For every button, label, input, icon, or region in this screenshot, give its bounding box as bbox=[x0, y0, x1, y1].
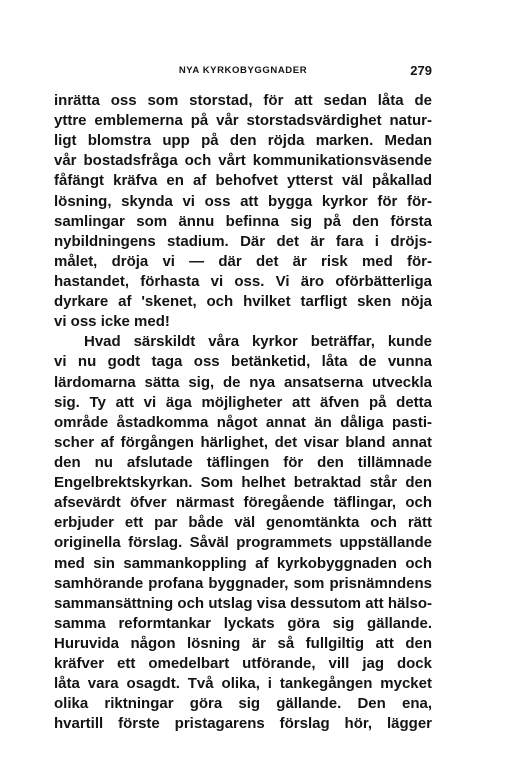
text-line: afsevärdt öfver närmast föregående täflingar, och bbox=[54, 494, 432, 512]
running-head bbox=[54, 63, 432, 79]
text-line: område åstadkomma något annat än dåliga pasti- bbox=[54, 413, 432, 431]
text-line: inrätta oss som storstad, för att sedan låta de bbox=[54, 92, 432, 109]
text-line: vi nu godt taga oss betänketid, låta de vunna bbox=[54, 353, 432, 371]
text-line: Huruvida någon lösning är så fullgiltig att den bbox=[54, 634, 432, 652]
text-line: hastandet, förhasta vi oss. Vi äro oförbätterliga bbox=[54, 272, 432, 290]
text-line: olika riktningar göra sig gällande. Den ena, bbox=[54, 695, 432, 713]
text-line: ligt blomstra upp på den röjda marken. Medan bbox=[54, 132, 432, 150]
text-line: kräfver ett omedelbart utförande, vill jag dock bbox=[54, 655, 432, 673]
text-line: fåfängt kräfva en af behofvet ytterst väl påkallad bbox=[54, 172, 432, 190]
body-text bbox=[54, 91, 432, 735]
text-line: erbjuder ett par både väl genomtänkta och rätt bbox=[54, 514, 432, 532]
text-line: hvartill förste pristagarens förslag hör, lägger bbox=[54, 715, 432, 733]
text-line: låta vara osagdt. Två olika, i tankegången mycket bbox=[54, 675, 432, 693]
text-line: scher af förgången härlighet, det visar bland annat bbox=[54, 433, 432, 451]
text-line: med sin sammankoppling af kyrkobyggnaden och bbox=[54, 554, 432, 572]
text-line: dyrkare af 'skenet, och hvilket tarfligt sken nöja bbox=[54, 293, 432, 311]
page-number: 279 bbox=[410, 63, 432, 78]
text-line: den nu afslutade täflingen för den tillämnade bbox=[54, 453, 432, 471]
text-line: Hvad särskildt våra kyrkor beträffar, kunde bbox=[84, 333, 432, 351]
running-title: NYA KYRKOBYGGNADER bbox=[178, 65, 308, 76]
text-line: vår bostadsfråga och vårt kommunikationsväsende bbox=[54, 152, 432, 170]
text-line: målet, dröja vi — där det är risk med för- bbox=[54, 252, 432, 270]
text-line: sammansättning och utslag visa dessutom att hälso- bbox=[54, 594, 432, 612]
text-line: samma reformtankar lyckats göra sig gällande. bbox=[54, 614, 432, 632]
text-line: lösning, skynda vi oss att bygga kyrkor för för- bbox=[54, 192, 432, 210]
text-line: samlingar som ännu befinna sig på den första bbox=[54, 212, 432, 230]
text-line: nybildningens stadium. Där det är fara i dröjs- bbox=[54, 232, 432, 250]
text-line: yttre emblemerna på vår storstadsvärdighet natur- bbox=[54, 112, 432, 130]
text-line: samhörande profana byggnader, som prisnämndens bbox=[54, 574, 432, 592]
text-line: sig. Ty att vi äga möjligheter att äfven på detta bbox=[54, 393, 432, 411]
text-line: lärdomarna sätta sig, de nya ansatserna utveckla bbox=[54, 373, 432, 391]
text-line: Engelbrektskyrkan. Som helhet betraktad står den bbox=[54, 474, 432, 492]
text-line: originella förslag. Såväl programmets uppställande bbox=[54, 534, 432, 552]
text-line: vi oss icke med! bbox=[54, 313, 170, 331]
